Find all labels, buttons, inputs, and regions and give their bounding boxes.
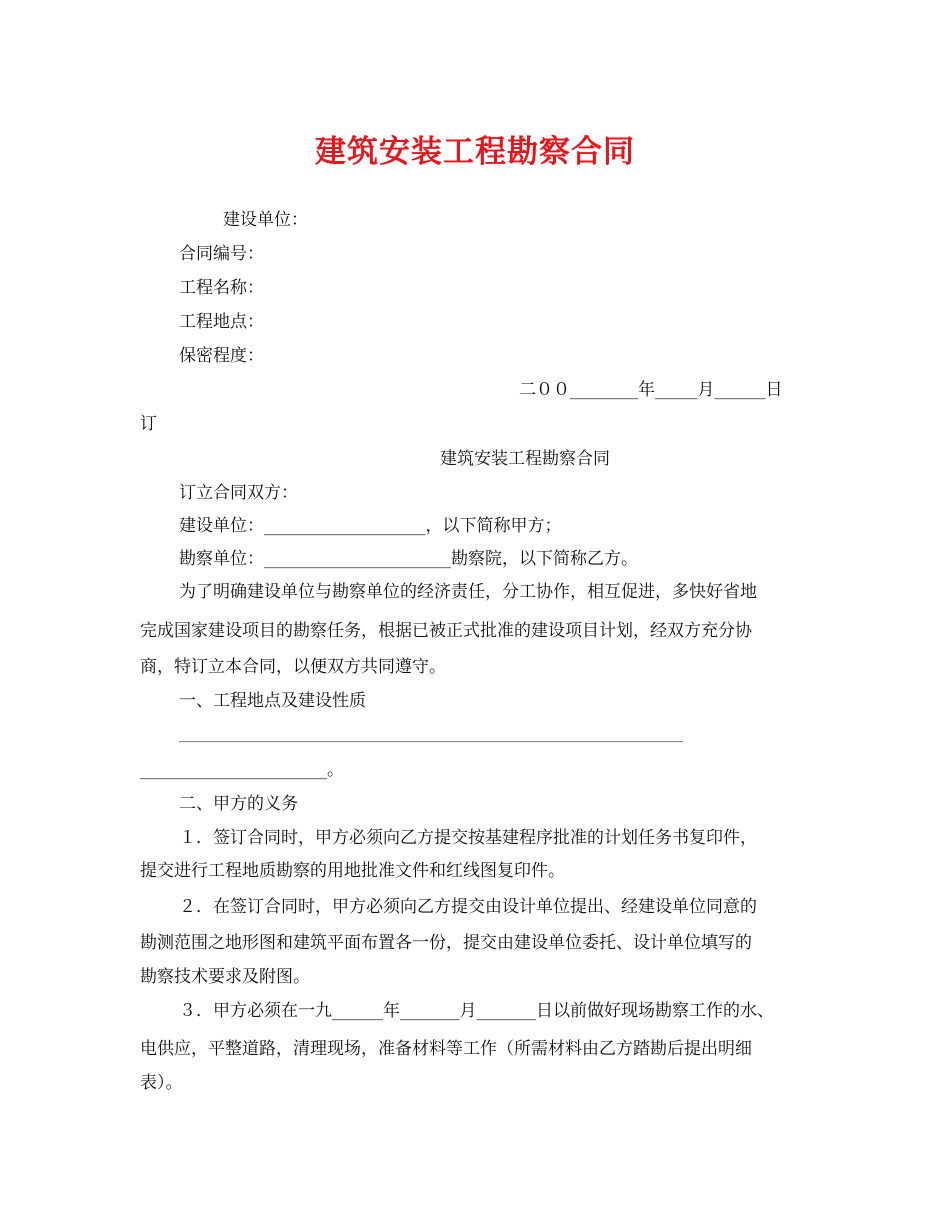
preamble-line-3: 商，特订立本合同，以便双方共同遵守。 <box>140 657 446 677</box>
parties-intro: 订立合同双方： <box>179 483 298 503</box>
cover-date-line: 二００________年_____月______日 <box>519 380 783 400</box>
subtitle: 建筑安装工程勘察合同 <box>440 449 610 469</box>
cover-project-name-label: 工程名称： <box>179 278 264 298</box>
section-1-blank-line-2: ______________________。 <box>140 760 344 780</box>
section-1-heading: 一、工程地点及建设性质 <box>179 691 366 711</box>
section-2-item-1-line-2: 提交进行工程地质勘察的用地批准文件和红线图复印件。 <box>140 861 565 881</box>
preamble-line-1: 为了明确建设单位与勘察单位的经济责任，分工协作，相互促进，多快好省地 <box>179 582 757 602</box>
cover-secrecy-label: 保密程度： <box>179 346 264 366</box>
section-1-blank-line-1: ________________________________________________________________________ <box>179 727 683 743</box>
cover-project-site-label: 工程地点： <box>179 312 264 332</box>
section-2-item-3-line-2: 电供应，平整道路，清理现场，准备材料等工作（所需材料由乙方踏勘后提出明细 <box>140 1039 752 1059</box>
section-2-item-3-line-3: 表）。 <box>140 1073 183 1093</box>
section-2-item-2-line-2: 勘测范围之地形图和建筑平面布置各一份，提交由建设单位委托、设计单位填写的 <box>140 933 752 953</box>
party-b-line: 勘察单位：______________________勘察院，以下简称乙方。 <box>179 549 638 569</box>
page-title: 建筑安装工程勘察合同 <box>315 134 635 170</box>
section-2-item-2-line-1: ２．在签订合同时，甲方必须向乙方提交由设计单位提出、经建设单位同意的 <box>179 897 757 917</box>
cover-contract-no-label: 合同编号： <box>179 244 264 264</box>
cover-builder-label: 建设单位： <box>223 210 308 230</box>
section-2-item-3-line-1: ３．甲方必须在一九______年_______月_______日以前做好现场勘察工作的水、 <box>179 1001 774 1021</box>
section-2-heading: 二、甲方的义务 <box>179 794 298 814</box>
section-2-item-2-line-3: 勘察技术要求及附图。 <box>140 967 310 987</box>
party-a-line: 建设单位：___________________，以下简称甲方； <box>179 516 562 536</box>
section-2-item-1-line-1: １．签订合同时，甲方必须向乙方提交按基建程序批准的计划任务书复印件， <box>179 828 757 848</box>
preamble-line-2: 完成国家建设项目的勘察任务，根据已被正式批准的建设项目计划，经双方充分协 <box>140 621 752 641</box>
cover-date-suffix: 订 <box>140 414 157 434</box>
